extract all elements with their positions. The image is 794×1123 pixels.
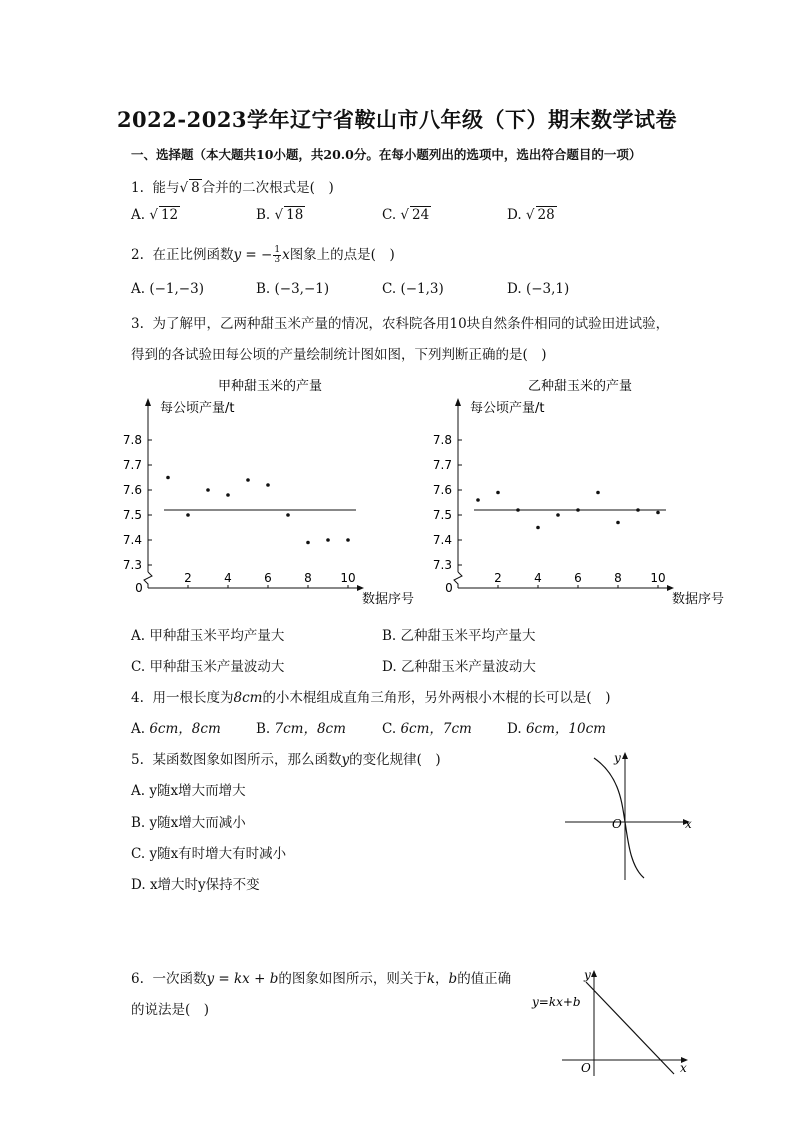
question-number: 6. <box>131 971 144 987</box>
question-text: 的变化规律( ) <box>349 752 441 768</box>
y-axis-label: y <box>614 751 621 765</box>
x-tick-label: 2 <box>184 571 192 585</box>
y-arrow-icon <box>591 970 597 977</box>
radicand: 8 <box>191 180 200 196</box>
y-arrow-icon <box>455 398 461 406</box>
y-tick-label: 7.7 <box>122 458 142 472</box>
question-number: 4. <box>131 690 144 706</box>
question-text: 的小木棍组成直角三角形，另外两根小木棍的长可以是( ) <box>262 690 611 706</box>
data-point <box>286 513 290 517</box>
y-tick-label: 7.3 <box>122 558 142 572</box>
data-point <box>186 513 190 517</box>
data-point <box>556 513 560 517</box>
origin-label: O <box>612 817 622 831</box>
option-a[interactable]: A. (−1,−3) <box>131 281 204 297</box>
data-point <box>346 538 350 542</box>
chart-yi-yield <box>430 372 730 612</box>
length-value: 8cm <box>233 690 263 706</box>
data-point <box>516 508 520 512</box>
data-point <box>476 498 480 502</box>
question-6: 6. 一次函数y = kx + b的图象如图所示，则关于k，b的值正确 <box>131 971 512 987</box>
x-axis-label: x <box>680 1061 687 1075</box>
chart-title: 乙种甜玉米的产量 <box>527 379 633 394</box>
data-point <box>306 541 310 545</box>
option-b[interactable]: B. √ 18 <box>256 207 304 223</box>
option-c[interactable]: C. 甲种甜玉米产量波动大 <box>131 659 285 675</box>
option-c[interactable]: C. √ 24 <box>382 207 430 223</box>
x-tick-label: 8 <box>614 571 622 585</box>
y-arrow-icon <box>145 398 151 406</box>
question-number: 1. <box>131 180 144 196</box>
option-b[interactable]: B. 乙种甜玉米平均产量大 <box>382 628 536 644</box>
data-point <box>166 476 170 480</box>
origin-label: 0 <box>135 581 143 595</box>
data-point <box>246 478 250 482</box>
y-tick-label: 7.6 <box>432 483 452 497</box>
question-text: 图象上的点是( ) <box>289 247 395 263</box>
origin-label: O <box>581 1061 591 1075</box>
data-point <box>616 521 620 525</box>
x-tick-label: 4 <box>224 571 232 585</box>
y-tick-label: 7.6 <box>122 483 142 497</box>
question-text: 在正比例函数 <box>152 247 234 263</box>
y-tick-label: 7.8 <box>122 433 142 447</box>
q5-function-graph <box>560 748 700 886</box>
q6-linear-graph <box>528 964 698 1078</box>
x-tick-label: 10 <box>650 571 666 585</box>
question-text: 一次函数 <box>152 971 207 987</box>
question-5: 5. 某函数图象如图所示，那么函数y的变化规律( ) <box>131 752 441 768</box>
option-c[interactable]: C. (−1,3) <box>382 281 444 297</box>
section-heading: 一、选择题（本大题共10小题，共20.0分。在每小题列出的选项中，选出符合题目的一项） <box>131 147 642 162</box>
y-tick-label: 7.5 <box>122 508 142 522</box>
y-tick-label: 7.4 <box>122 533 142 547</box>
question-text: 能与 <box>152 180 180 196</box>
chart-jia-yield <box>120 372 420 612</box>
page-title: 2022-2023学年辽宁省鞍山市八年级（下）期末数学试卷 <box>116 107 678 132</box>
x-arrow-icon <box>667 585 674 591</box>
question-2: 2. 在正比例函数y = − $\frac{1}{3}$ x图象上的点是( ) <box>131 245 395 265</box>
y-tick-label: 7.7 <box>432 458 452 472</box>
origin-label: 0 <box>445 581 453 595</box>
data-point <box>536 526 540 530</box>
data-point <box>266 483 270 487</box>
option-d[interactable]: D. 乙种甜玉米产量波动大 <box>382 659 536 675</box>
option-d[interactable]: D. (−3,1) <box>507 281 570 297</box>
question-number: 3. <box>131 316 144 332</box>
y-axis-label: y <box>584 968 591 982</box>
option-a[interactable]: A. 甲种甜玉米平均产量大 <box>131 628 285 644</box>
chart-title: 甲种甜玉米的产量 <box>217 379 323 394</box>
data-point <box>226 493 230 497</box>
option-b[interactable]: B. y随x增大而减小 <box>131 815 246 831</box>
question-3-line-2: 得到的各试验田每公顷的产量绘制统计图如图，下列判断正确的是( ) <box>131 347 547 363</box>
question-number: 5. <box>131 752 144 768</box>
question-number: 2. <box>131 247 144 263</box>
x-tick-label: 6 <box>574 571 582 585</box>
option-a[interactable]: A. 6cm，8cm <box>131 721 221 737</box>
x-tick-label: 4 <box>534 571 542 585</box>
data-point <box>656 511 660 515</box>
option-b[interactable]: B. 7cm，8cm <box>256 721 346 737</box>
x-arrow-icon <box>357 585 364 591</box>
x-tick-label: 6 <box>264 571 272 585</box>
option-d[interactable]: D. √ 28 <box>507 207 555 223</box>
question-text: 某函数图象如图所示，那么函数 <box>152 752 342 768</box>
option-c[interactable]: C. 6cm，7cm <box>382 721 472 737</box>
line-label: y=kx+b <box>532 995 581 1009</box>
data-point <box>326 538 330 542</box>
option-d[interactable]: D. x增大时y保持不变 <box>131 877 260 893</box>
data-point <box>596 491 600 495</box>
axis-break <box>144 572 152 588</box>
y-tick-label: 7.8 <box>432 433 452 447</box>
y-axis-label: 每公顷产量/t <box>160 401 235 416</box>
question-4 <box>131 686 610 706</box>
x-tick-label: 2 <box>494 571 502 585</box>
question-3 <box>131 312 669 332</box>
y-tick-label: 7.4 <box>432 533 452 547</box>
y-axis-label: 每公顷产量/t <box>470 401 545 416</box>
fraction: $\frac{1}{3}$ <box>274 245 281 265</box>
x-axis-label: 数据序号 <box>672 592 725 607</box>
y-arrow-icon <box>622 752 628 759</box>
y-tick-label: 7.5 <box>432 508 452 522</box>
question-text: 合并的二次根式是( ) <box>201 180 334 196</box>
equation: y = − <box>233 247 273 263</box>
sqrt-symbol: √ <box>179 180 189 196</box>
question-text: 用一根长度为 <box>152 690 234 706</box>
x-tick-label: 10 <box>340 571 356 585</box>
question-6-line-2: 的说法是( ) <box>131 1002 210 1018</box>
axis-break <box>454 572 462 588</box>
x-tick-label: 8 <box>304 571 312 585</box>
y-tick-label: 7.3 <box>432 558 452 572</box>
data-point <box>576 508 580 512</box>
option-a[interactable]: A. y随x增大而增大 <box>131 783 246 799</box>
option-a[interactable]: A. √ 12 <box>131 207 179 223</box>
data-point <box>496 491 500 495</box>
question-1 <box>131 176 334 196</box>
equation: y = kx + b <box>206 971 279 987</box>
x-axis-label: 数据序号 <box>362 592 415 607</box>
option-d[interactable]: D. 6cm，10cm <box>507 721 606 737</box>
data-point <box>206 488 210 492</box>
option-c[interactable]: C. y随x有时增大有时减小 <box>131 846 287 862</box>
option-b[interactable]: B. (−3,−1) <box>256 281 330 297</box>
question-text: 为了解甲，乙两种甜玉米产量的情况，农科院各用10块自然条件相同的试验田进试验， <box>152 316 670 332</box>
data-point <box>636 508 640 512</box>
x-axis-label: x <box>685 817 692 831</box>
